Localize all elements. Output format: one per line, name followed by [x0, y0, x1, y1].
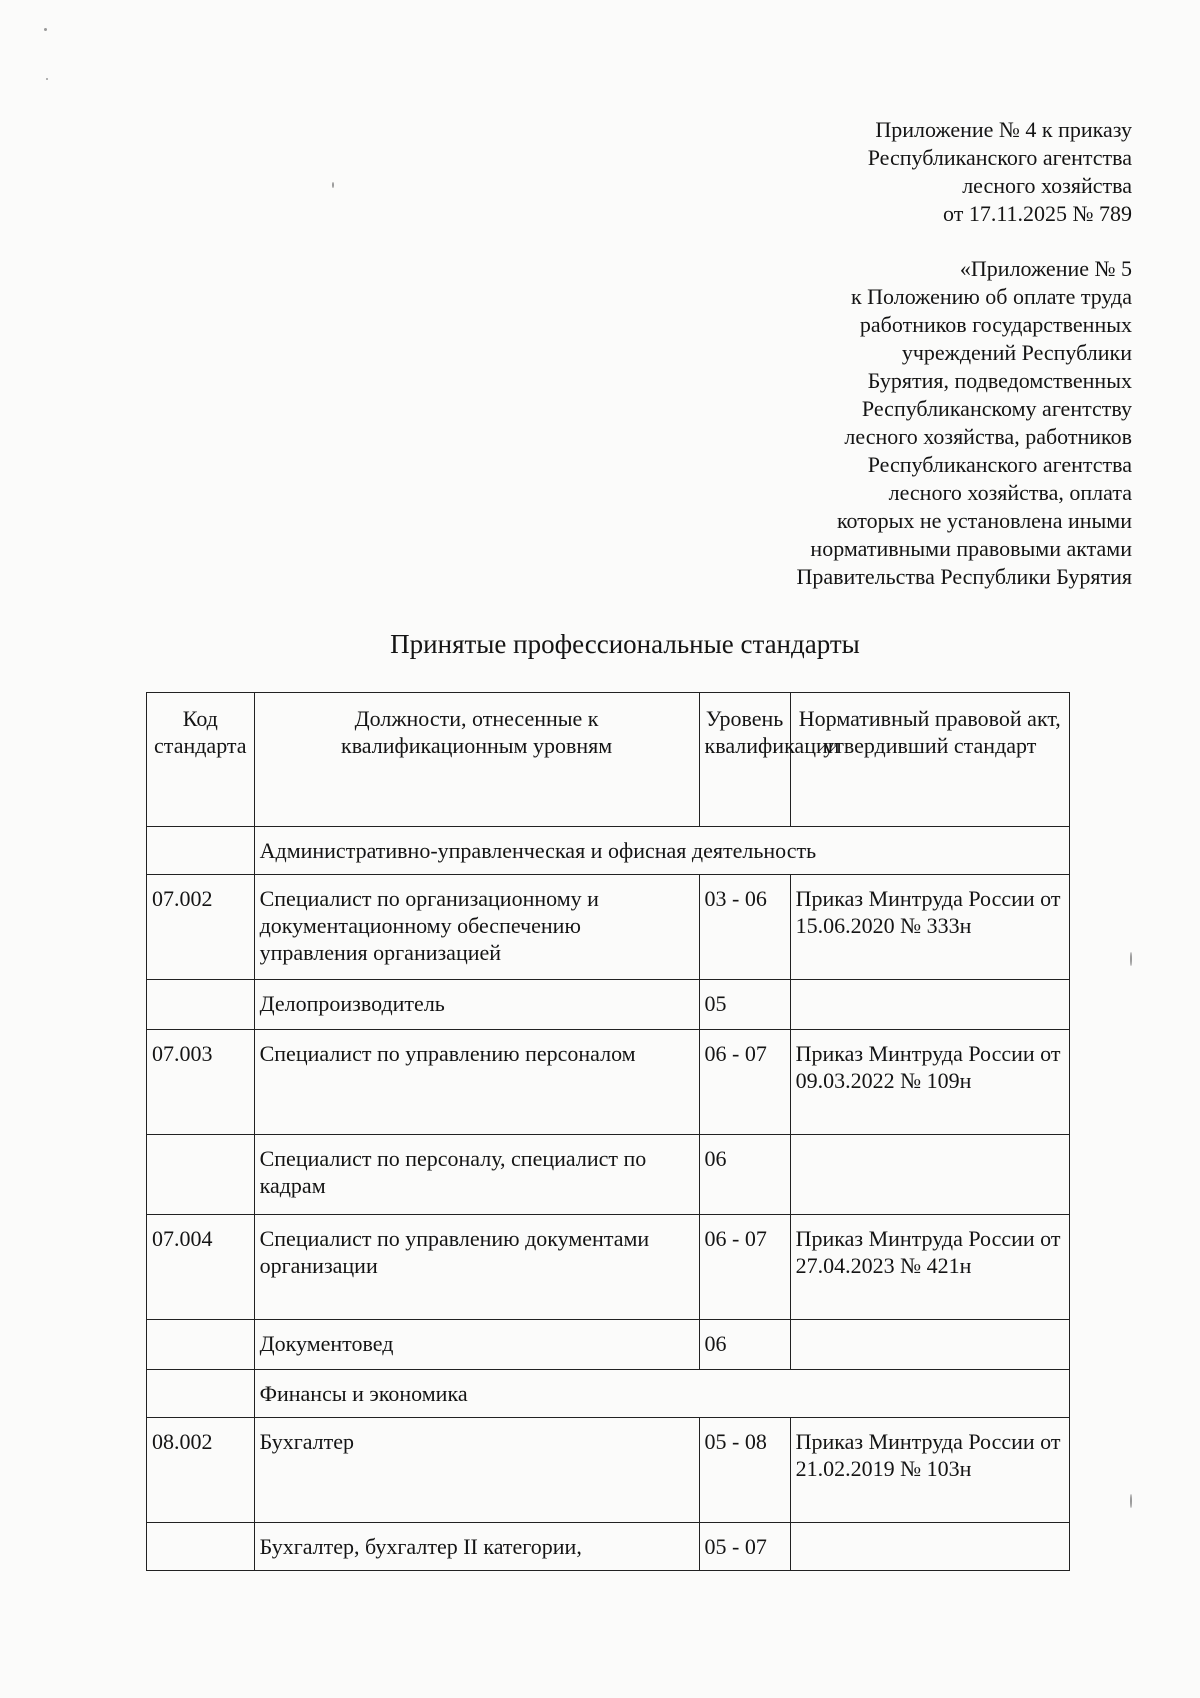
section-row — [147, 827, 1070, 875]
position-name: Бухгалтер, бухгалтер II категории, — [254, 1523, 699, 1571]
section-title: Финансы и экономика — [254, 1370, 1069, 1418]
appendix-line: «Приложение № 5 — [959, 256, 1132, 281]
table-cell — [147, 1370, 255, 1418]
table-row — [147, 1320, 1070, 1370]
position-name: Специалист по управлению документами организации — [254, 1215, 699, 1320]
section-title: Административно-управленческая и офисная деятельность — [254, 827, 1069, 875]
appendix-line: Республиканского агентства — [867, 452, 1132, 477]
appendix-line: работников государственных — [859, 312, 1132, 337]
table-row — [147, 1135, 1070, 1215]
qualification-level: 05 - 07 — [699, 1523, 790, 1571]
qualification-level: 06 - 07 — [699, 1030, 790, 1135]
appendix-line: Бурятия, подведомственных — [867, 368, 1132, 393]
appendix-reference — [612, 116, 1132, 228]
qualification-level: 06 — [699, 1135, 790, 1215]
table-row — [147, 980, 1070, 1030]
qualification-level: 05 — [699, 980, 790, 1030]
standards-table — [146, 692, 1070, 1571]
standard-code: 07.002 — [147, 875, 255, 980]
table-row — [147, 1523, 1070, 1571]
table-row — [147, 1215, 1070, 1320]
legal-act: Приказ Минтруда России от 27.04.2023 № 421н — [790, 1215, 1069, 1320]
appendix-line: Приложение № 4 к приказу — [875, 117, 1132, 142]
standard-code: 07.004 — [147, 1215, 255, 1320]
qualification-level: 06 — [699, 1320, 790, 1370]
appendix-line: учреждений Республики — [901, 340, 1132, 365]
position-name: Специалист по персоналу, специалист по кадрам — [254, 1135, 699, 1215]
header-act: Нормативный правовой акт, утвердивший стандарт — [790, 693, 1069, 827]
appendix-line: к Положению об оплате труда — [850, 284, 1132, 309]
scan-speck — [1130, 1494, 1132, 1508]
scan-speck — [46, 78, 48, 80]
document-title: Принятые профессиональные стандарты — [390, 629, 860, 659]
legal-act — [790, 980, 1069, 1030]
scan-speck — [44, 28, 47, 31]
table-header-row — [147, 693, 1070, 827]
position-name: Бухгалтер — [254, 1418, 699, 1523]
legal-act: Приказ Минтруда России от 15.06.2020 № 333н — [790, 875, 1069, 980]
qualification-level: 06 - 07 — [699, 1215, 790, 1320]
position-name: Специалист по организационному и документационному обеспечению управления организацией — [254, 875, 699, 980]
legal-act: Приказ Минтруда России от 09.03.2022 № 109н — [790, 1030, 1069, 1135]
legal-act — [790, 1320, 1069, 1370]
qualification-level: 05 - 08 — [699, 1418, 790, 1523]
standard-code: 08.002 — [147, 1418, 255, 1523]
header-level: Уровень квалификации — [699, 693, 790, 827]
scan-speck — [1130, 952, 1132, 966]
legal-act: Приказ Минтруда России от 21.02.2019 № 103н — [790, 1418, 1069, 1523]
position-name: Специалист по управлению персоналом — [254, 1030, 699, 1135]
scan-speck — [332, 182, 334, 188]
appendix-line: Республиканскому агентству — [861, 396, 1132, 421]
appendix-line: Правительства Республики Бурятия — [796, 564, 1132, 589]
header-code: Код стандарта — [147, 693, 255, 827]
position-name: Документовед — [254, 1320, 699, 1370]
appendix-line: от 17.11.2025 № 789 — [943, 201, 1132, 226]
standard-code — [147, 1135, 255, 1215]
appendix-line: нормативными правовыми актами — [810, 536, 1132, 561]
appendix-line: лесного хозяйства, оплата — [888, 480, 1132, 505]
table-row — [147, 1030, 1070, 1135]
legal-act — [790, 1523, 1069, 1571]
appendix-line: Республиканского агентства — [867, 145, 1132, 170]
appendix-line: лесного хозяйства — [962, 173, 1132, 198]
standard-code — [147, 1320, 255, 1370]
standard-code: 07.003 — [147, 1030, 255, 1135]
position-name: Делопроизводитель — [254, 980, 699, 1030]
appendix-line: которых не установлена иными — [836, 508, 1132, 533]
table-row — [147, 875, 1070, 980]
regulation-appendix-reference — [612, 255, 1132, 591]
qualification-level: 03 - 06 — [699, 875, 790, 980]
header-positions: Должности, отнесенные к квалификационным уровням — [254, 693, 699, 827]
legal-act — [790, 1135, 1069, 1215]
table-cell — [147, 827, 255, 875]
standard-code — [147, 1523, 255, 1571]
standard-code — [147, 980, 255, 1030]
section-row — [147, 1370, 1070, 1418]
appendix-line: лесного хозяйства, работников — [844, 424, 1132, 449]
table-row — [147, 1418, 1070, 1523]
